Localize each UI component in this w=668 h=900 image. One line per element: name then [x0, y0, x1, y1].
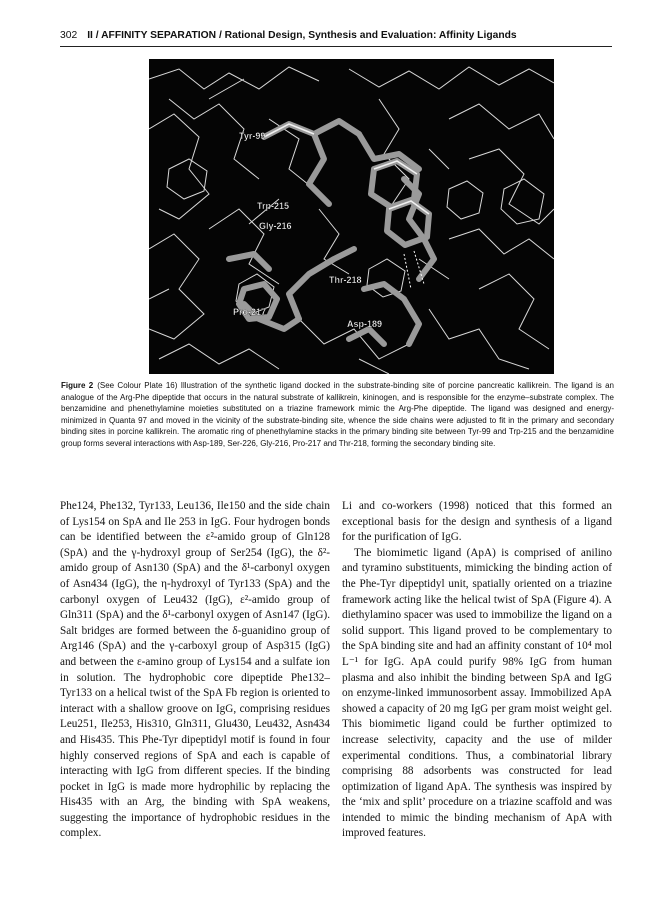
label-pro-217: Pro-217	[233, 307, 267, 317]
label-gly-216: Gly-216	[259, 221, 292, 231]
label-tyr-99: Tyr-99	[239, 131, 266, 141]
header-rule	[60, 46, 612, 47]
running-title: II / AFFINITY SEPARATION / Rational Design, Synthesis and Evaluation: Affinity Ligands	[87, 30, 517, 41]
page-number: 302	[60, 30, 78, 41]
paragraph: Li and co-workers (1998) noticed that this formed an exceptional basis for the design and synthesis of a ligand for the purification of IgG.	[342, 500, 612, 544]
body-column-left	[60, 499, 330, 842]
paragraph: Phe124, Phe132, Tyr133, Leu136, Ile150 and the side chain of Lys154 on SpA and Ile 253 in IgG. Four hydrogen bonds can be identified between the ε²-amido group of Gln128 (SpA) and the γ-hydroxyl group of Ser254 (IgG), the δ²-amido group of Asn130 (SpA) and the δ¹-carbonyl oxygen of Asn434 (IgG), the η-hydroxyl of Tyr133 (SpA) and the carbonyl oxygen of Leu432 (IgG), ε²-amido group of Gln311 (SpA) and the δ¹-carbonyl oxygen of Asn147 (IgG). Salt bridges are formed between the δ-guanidino group of Arg146 (SpA) and the γ-carboxyl group of Asp315 (IgG) and between the ε-amino group of Lys154 and a sulfate ion in solution. The hydrophobic core dipeptide Phe132–Tyr133 on a helical twist of the SpA Fb region is oriented to interact with a shallow groove on IgG, comprising residues Leu251, Ile253, His310, Gln311, Glu430, Leu432, Asn434 and His435. This Phe-Tyr dipeptidyl motif is found in four highly conserved regions of SpA and each is capable of interacting with IgG from different species. If the binding pocket in IgG is made more hydrophilic by replacing the His435 with an Arg, the binding with SpA weakens, suggesting the importance of hydrophobic residues in the complex.	[60, 500, 330, 840]
paragraph: The biomimetic ligand (ApA) is comprised of anilino and tyramino substituents, mimicking the binding action of the Phe-Tyr dipeptidyl unit, spatially oriented on a triazine framework acting like the helical twist of SpA (Figure 4). A diethylamino spacer was used to immobilize the ligand on a solid support. This ligand proved to be complementary to the SpA binding site and had an affinity constant of 10⁴ mol L⁻¹ for IgG. ApA could purify 98% IgG from human plasma and also inhibit the binding between SpA and IgG on enzyme-linked immunosorbent assay. Immobilized ApA showed a capacity of 20 mg IgG per gram moist weight gel. This biomimetic ligand could be further optimized to increase selectivity, capacity and the use of milder experimental conditions. Thus, a combinatorial library comprising 88 adsorbents was constructed for lead optimization of ligand ApA. The synthesis was inspired by the ‘mix and split’ procedure on a triazine scaffold and was intended to mimic the binding mechanism of ApA with improved features.	[342, 546, 612, 840]
figure-caption-text: (See Colour Plate 16) Illustration of the synthetic ligand docked in the substrate-binding site of porcine pancreatic kallikrein. The ligand is an analogue of the Arg-Phe dipeptide that occurs in the natural substrate of kallikrein, kininogen, and is responsible for the enzyme–substrate complex. The benzamidine and phenethylamine moieties substituted on a triazine framework mimic the Arg-Phe dipeptide. The ligand was designed and energy-minimized in Quanta 97 and moved in the vicinity of the substrate-binding site, whence the side chains were adjusted to fit in the primary and secondary binding sites in porcine kallikrein. The aromatic ring of phenethylamine stacks in the primary binding site between Tyr-99 and Trp-215 and the benzamidine group forms several interactions with Asp-189, Ser-226, Gly-216, Pro-217 and Thr-218, forming the secondary binding site.	[61, 381, 614, 448]
figure-caption	[61, 380, 614, 449]
label-thr-218: Thr-218	[329, 275, 362, 285]
figure-molecular-docking	[149, 59, 554, 374]
body-column-right	[342, 499, 612, 842]
molecular-model-image	[149, 59, 554, 374]
label-trp-215: Trp-215	[257, 201, 290, 211]
figure-caption-label: Figure 2	[61, 381, 94, 390]
label-asp-189: Asp-189	[347, 319, 383, 329]
running-head	[60, 30, 612, 46]
